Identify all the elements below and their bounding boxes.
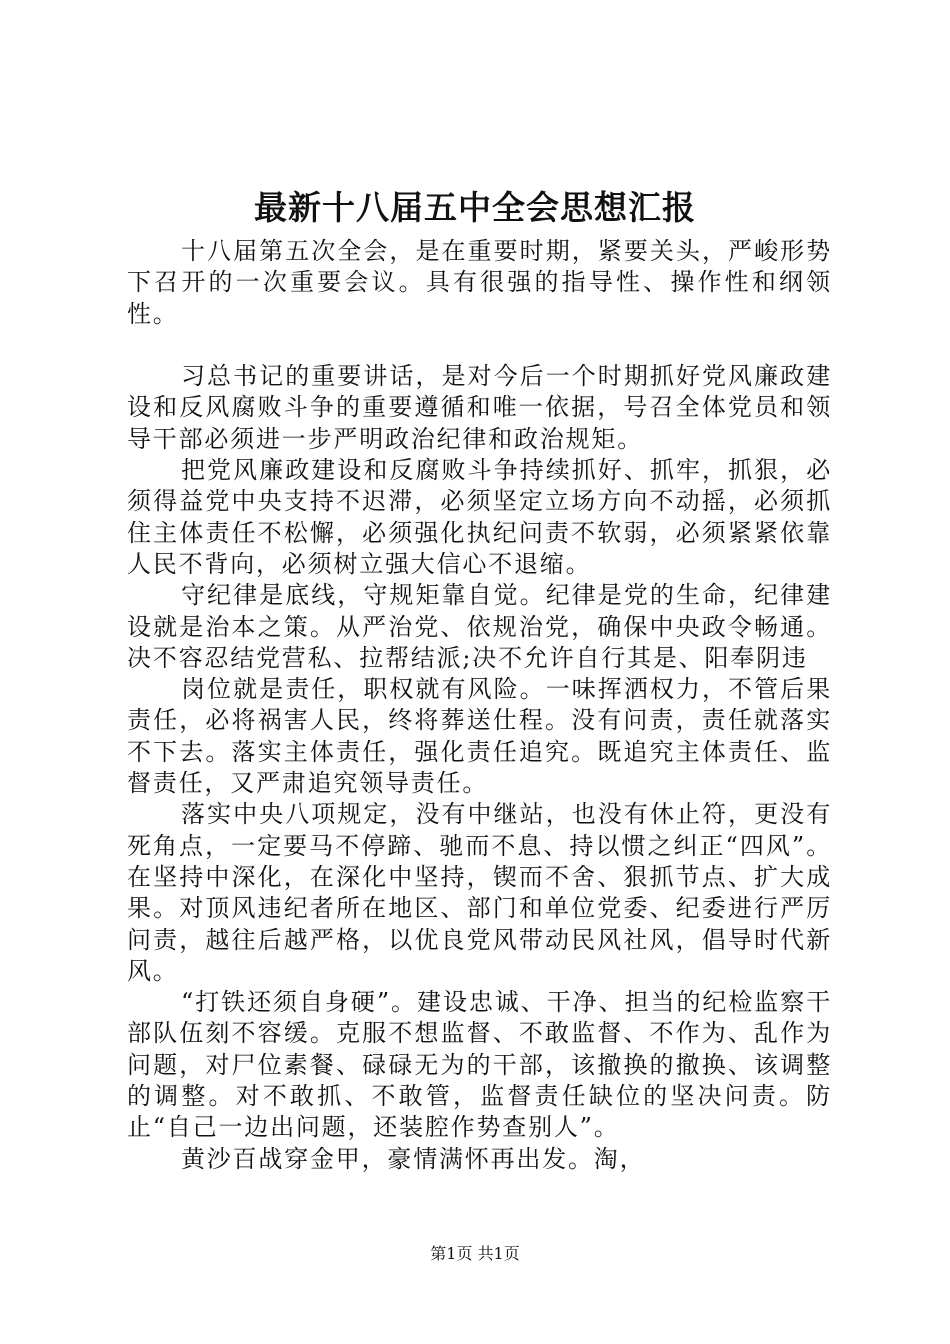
paragraph: “打铁还须自身硬”。建设忠诚、干净、担当的纪检监察干部队伍刻不容缓。克服不想监督、不敢监督、不作为、乱作为问题，对尸位素餐、碌碌无为的干部，该撤换的撤换、该调整的调整。对不敢抓、不敢管，监督责任缺位的坚决问责。防止“自己一边出问题，还装腔作势查别人”。 [127, 988, 832, 1142]
paragraph: 黄沙百战穿金甲，豪情满怀再出发。淘， [181, 1144, 646, 1173]
paragraph: 习总书记的重要讲话，是对今后一个时期抓好党风廉政建设和反风腐败斗争的重要遵循和唯一依据，号召全体党员和领导干部必须进一步严明政治纪律和政治规矩。 [127, 362, 832, 453]
document-title: 最新十八届五中全会思想汇报 [254, 188, 696, 227]
document-body [127, 236, 832, 1175]
paragraph: 落实中央八项规定，没有中继站，也没有休止符，更没有死角点，一定要马不停蹄、驰而不息、持以惯之纠正“四风”。在坚持中深化，在深化中坚持，锲而不舍、狠抓节点、扩大成果。对顶风违纪者所在地区、部门和单位党委、纪委进行严厉问责，越往后越严格，以优良党风带动民风社风，倡导时代新风。 [127, 800, 832, 985]
paragraph: 十八届第五次全会，是在重要时期，紧要关头，严峻形势下召开的一次重要会议。具有很强的指导性、操作性和纲领性。 [127, 237, 832, 328]
paragraph: 守纪律是底线，守规矩靠自觉。纪律是党的生命，纪律建设就是治本之策。从严治党、依规治党，确保中央政令畅通。决不容忍结党营私、拉帮结派;决不允许自行其是、阳奉阴违 [127, 581, 832, 672]
page-footer: 第1页 共1页 [430, 1244, 520, 1263]
paragraph: 把党风廉政建设和反腐败斗争持续抓好、抓牢，抓狠，必须得益党中央支持不迟滞，必须坚定立场方向不动摇，必须抓住主体责任不松懈，必须强化执纪问责不软弱，必须紧紧依靠人民不背向，必须树立强大信心不退缩。 [127, 456, 832, 578]
paragraph: 岗位就是责任，职权就有风险。一味挥洒权力，不管后果责任，必将祸害人民，终将葬送仕程。没有问责，责任就落实不下去。落实主体责任，强化责任追究。既追究主体责任、监督责任，又严肃追究领导责任。 [127, 675, 832, 798]
